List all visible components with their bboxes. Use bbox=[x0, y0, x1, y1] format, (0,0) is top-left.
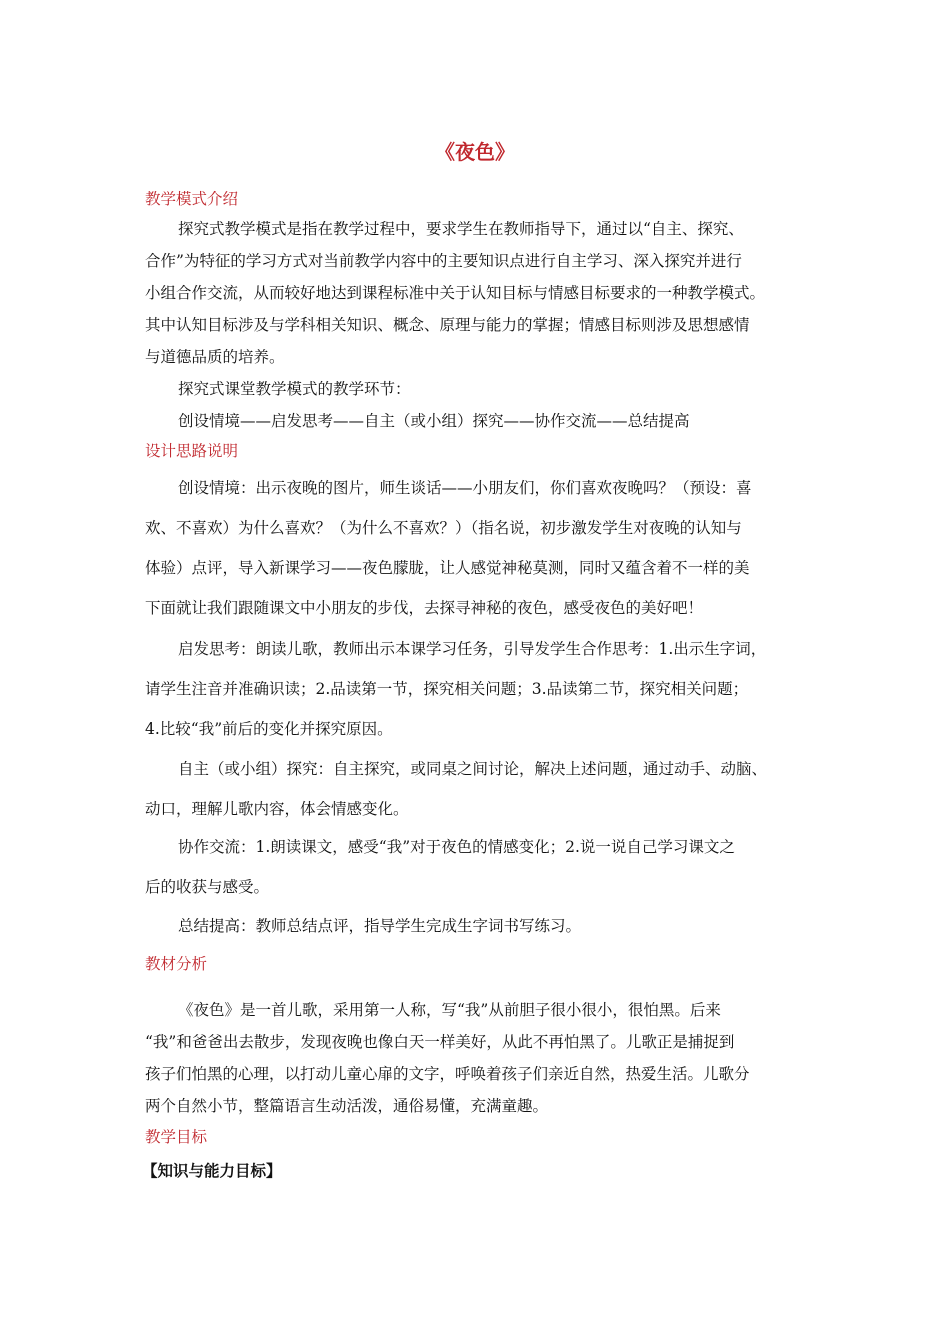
paragraph-line: 创设情境：出示夜晚的图片，师生谈话——小朋友们，你们喜欢夜晚吗？（预设：喜 bbox=[178, 479, 752, 497]
paragraph-line: 体验）点评，导入新课学习——夜色朦胧，让人感觉神秘莫测，同时又蕴含着不一样的美 bbox=[145, 559, 750, 577]
paragraph-line: 自主（或小组）探究：自主探究，或同桌之间讨论，解决上述问题，通过动手、动脑、 bbox=[178, 760, 768, 778]
paragraph-line: 与道德品质的培养。 bbox=[145, 348, 285, 366]
paragraph-line: 其中认知目标涉及与学科相关知识、概念、原理与能力的掌握；情感目标则涉及思想感情 bbox=[145, 316, 750, 334]
section-heading-design-rationale: 设计思路说明 bbox=[145, 442, 239, 460]
paragraph-line: 《夜色》是一首儿歌，采用第一人称，写“我”从前胆子很小很小，很怕黑。后来 bbox=[178, 1001, 721, 1019]
paragraph-line: 请学生注音并准确识读；2.品读第一节，探究相关问题；3.品读第二节，探究相关问题； bbox=[145, 680, 749, 698]
section-heading-teaching-mode: 教学模式介绍 bbox=[145, 190, 239, 208]
paragraph-line: 合作”为特征的学习方式对当前教学内容中的主要知识点进行自主学习、深入探究并进行 bbox=[145, 252, 742, 270]
paragraph-line: 小组合作交流，从而较好地达到课程标准中关于认知目标与情感目标要求的一种教学模式。 bbox=[145, 284, 766, 302]
paragraph-line: 总结提高：教师总结点评，指导学生完成生字词书写练习。 bbox=[178, 917, 582, 935]
subheading-knowledge-ability: 【知识与能力目标】 bbox=[142, 1161, 282, 1180]
paragraph-line: 4.比较“我”前后的变化并探究原因。 bbox=[145, 720, 393, 738]
paragraph-line: 探究式课堂教学模式的教学环节： bbox=[178, 380, 411, 398]
paragraph-line: “我”和爸爸出去散步，发现夜晚也像白天一样美好，从此不再怕黑了。儿歌正是捕捉到 bbox=[145, 1033, 735, 1051]
paragraph-line: 两个自然小节，整篇语言生动活泼，通俗易懂，充满童趣。 bbox=[145, 1097, 549, 1115]
paragraph-line: 后的收获与感受。 bbox=[145, 878, 270, 896]
paragraph-line: 动口，理解儿歌内容，体会情感变化。 bbox=[145, 800, 409, 818]
paragraph-line: 探究式教学模式是指在教学过程中，要求学生在教师指导下，通过以“自主、探究、 bbox=[178, 220, 744, 238]
paragraph-line: 启发思考：朗读儿歌，教师出示本课学习任务，引导发学生合作思考：1.出示生字词， bbox=[178, 640, 767, 658]
paragraph-line: 欢、不喜欢）为什么喜欢？（为什么不喜欢？）（指名说，初步激发学生对夜晚的认知与 bbox=[145, 519, 742, 537]
section-heading-textbook-analysis: 教材分析 bbox=[145, 955, 208, 973]
document-title: 《夜色》 bbox=[435, 140, 515, 164]
paragraph-line: 下面就让我们跟随课文中小朋友的步伐，去探寻神秘的夜色，感受夜色的美好吧！ bbox=[145, 599, 704, 617]
paragraph-line: 协作交流：1.朗读课文，感受“我”对于夜色的情感变化；2.说一说自己学习课文之 bbox=[178, 838, 735, 856]
paragraph-line: 孩子们怕黑的心理，以打动儿童心扉的文字，呼唤着孩子们亲近自然，热爱生活。儿歌分 bbox=[145, 1065, 750, 1083]
paragraph-line: 创设情境——启发思考——自主（或小组）探究——协作交流——总结提高 bbox=[178, 412, 690, 430]
section-heading-teaching-goals: 教学目标 bbox=[145, 1128, 208, 1146]
